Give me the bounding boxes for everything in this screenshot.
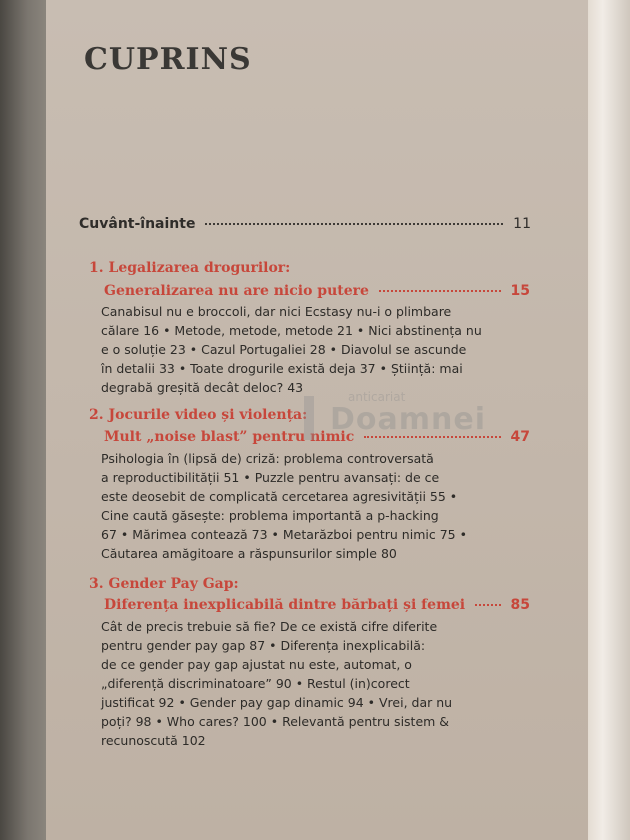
chapter-1-subtitle: Generalizarea nu are nicio putere bbox=[104, 283, 369, 299]
toc-dot-leader bbox=[364, 436, 500, 438]
chapter-1-line: degrabă greșită decât deloc? 43 bbox=[101, 380, 304, 395]
book-page bbox=[46, 0, 588, 840]
chapter-2-title: 2. Jocurile video și violența: bbox=[89, 407, 308, 423]
toc-entry-foreword bbox=[79, 216, 531, 232]
chapter-2-subtitle: Mult „noise blast” pentru nimic bbox=[104, 429, 355, 445]
chapter-3-line: recunoscută 102 bbox=[101, 733, 206, 748]
chapter-2-line: a reproductibilității 51 • Puzzle pentru avansați: de ce bbox=[101, 470, 440, 485]
chapter-3-sections bbox=[101, 617, 489, 750]
chapter-2-line: 67 • Mărimea contează 73 • Metarăzboi pentru nimic 75 • bbox=[101, 527, 467, 542]
toc-foreword-label: Cuvânt-înainte bbox=[79, 216, 196, 232]
chapter-1-page: 15 bbox=[510, 283, 530, 299]
chapter-3-line: Cât de precis trebuie să fie? De ce există cifre diferite bbox=[101, 619, 438, 634]
chapter-1-line: în detalii 33 • Toate drogurile există deja 37 • Știință: mai bbox=[101, 361, 463, 376]
page-title: CUPRINS bbox=[84, 42, 252, 77]
toc-dot-leader bbox=[475, 604, 500, 606]
chapter-1-sections bbox=[101, 302, 489, 397]
chapter-3-line: pentru gender pay gap 87 • Diferența inexplicabilă: bbox=[101, 638, 426, 653]
chapter-1-line: călare 16 • Metode, metode, metode 21 • Nici abstinența nu bbox=[101, 323, 482, 338]
book-gutter-edge bbox=[0, 0, 46, 840]
chapter-1-line: e o soluție 23 • Cazul Portugaliei 28 • Diavolul se ascunde bbox=[101, 342, 467, 357]
chapter-2-sections bbox=[101, 449, 489, 563]
chapter-3-line: „diferență discriminatoare” 90 • Restul (in)corect bbox=[101, 676, 410, 691]
toc-foreword-page: 11 bbox=[513, 216, 531, 232]
chapter-3-subtitle: Diferența inexplicabilă dintre bărbați și femei bbox=[104, 597, 466, 613]
chapter-2-page: 47 bbox=[510, 429, 530, 445]
chapter-2-line: Căutarea amăgitoare a răspunsurilor simple 80 bbox=[101, 546, 397, 561]
toc-dot-leader bbox=[379, 290, 501, 292]
chapter-2-subtitle-line bbox=[104, 429, 530, 445]
book-right-edge bbox=[588, 0, 630, 840]
chapter-2-line: Cine caută găsește: problema importantă a p-hacking bbox=[101, 508, 439, 523]
chapter-1-title: 1. Legalizarea drogurilor: bbox=[89, 260, 291, 276]
watermark-small-text: anticariat bbox=[348, 390, 406, 404]
chapter-1-line: Canabisul nu e broccoli, dar nici Ecstasy nu-i o plimbare bbox=[101, 304, 452, 319]
chapter-3-title: 3. Gender Pay Gap: bbox=[89, 576, 239, 592]
chapter-3-line: poți? 98 • Who cares? 100 • Relevantă pentru sistem & bbox=[101, 714, 450, 729]
chapter-3-page: 85 bbox=[510, 597, 530, 613]
chapter-2-line: este deosebit de complicată cercetarea agresivității 55 • bbox=[101, 489, 458, 504]
chapter-2-line: Psihologia în (lipsă de) criză: problema controversată bbox=[101, 451, 434, 466]
toc-dot-leader bbox=[205, 223, 503, 225]
chapter-1-subtitle-line bbox=[104, 283, 530, 299]
watermark-big-text: Doamnei bbox=[330, 402, 487, 437]
chapter-3-subtitle-line bbox=[104, 597, 530, 613]
chapter-3-line: de ce gender pay gap ajustat nu este, automat, o bbox=[101, 657, 412, 672]
chapter-3-line: justificat 92 • Gender pay gap dinamic 94 • Vrei, dar nu bbox=[101, 695, 453, 710]
